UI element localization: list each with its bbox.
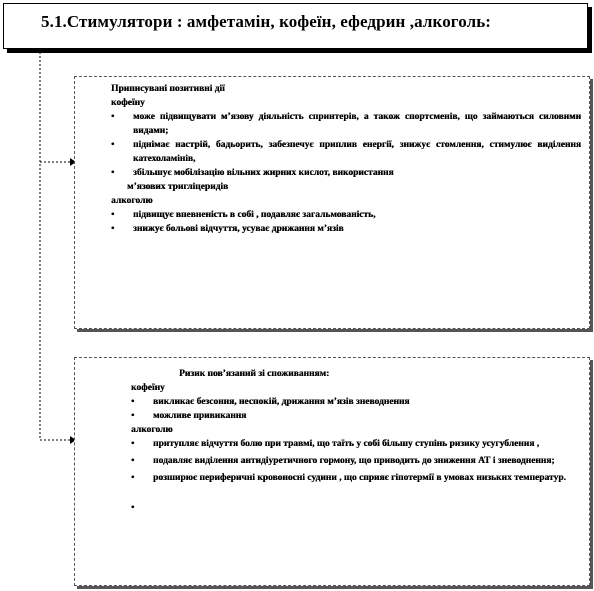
list-item [131,501,581,515]
bullet-icon: • [111,224,115,234]
caffeine-label: кофеїну [131,383,165,393]
diagram-title: 5.1.Стимулятори : амфетамін, кофеїн, ефедрин ,алкоголь: [41,12,492,31]
risk-content [131,367,581,515]
list-item: • знижує больові відчуття, усуває дрижання м’язів [111,224,344,234]
alcohol-label: алкоголю [111,196,153,206]
list-item: • збільшує мобілізацію вільних жирних кислот, використання [111,168,394,178]
risk-panel [74,357,590,586]
list-item: • можливе привикання [131,411,247,421]
caffeine-risk-list [131,395,581,423]
list-item: • викликає безсоння, неспокій, дрижання м’язів зневоднення [131,397,410,407]
caffeine-positive-list [111,110,581,180]
bullet-icon: • [131,456,135,466]
alcohol-risk-list [131,437,581,515]
caffeine-continuation: м’язових тригліцеридів [127,182,229,192]
positive-effects-content [111,82,581,236]
bullet-icon: • [111,140,115,150]
list-item: • подавляє виділення антидіуретичного гормону, що приводить до зниження АТ і зневоднення; [131,456,555,466]
bullet-icon: • [131,397,135,407]
bullet-icon: • [131,473,135,483]
positive-effects-heading: Приписувані позитивні дії [111,84,225,94]
bullet-icon: • [111,168,115,178]
positive-effects-panel [74,76,590,329]
bullet-icon: • [111,210,115,220]
bullet-icon: • [111,112,115,122]
list-item: • притупляє відчуття болю при травмі, що таїть у собі більшу ступінь ризику усугубления , [131,439,540,449]
list-item: • підвищує впевненість в собі , подавляє загальмованість, [111,210,376,220]
bullet-icon: • [131,503,135,513]
list-item: • може підвищувати м’язову діяльність спринтерів, а також спортсменів, що займаються силовими видами; [111,112,581,136]
list-item: • піднімає настрій, бадьорить, забезпечує приплив енергії, знижує стомлення, стимулює виділення катехоламінів, [111,140,581,164]
bullet-icon: • [131,411,135,421]
alcohol-label: алкоголю [131,425,173,435]
bullet-icon: • [131,439,135,449]
alcohol-positive-list [111,208,581,236]
risk-heading: Ризик пов’язаний зі споживанням: [179,369,330,379]
list-item: • розширює периферичні кровоносні судини , що сприяє гіпотермії в умовах низьких температур. [131,473,566,483]
caffeine-label: кофеїну [111,98,145,108]
